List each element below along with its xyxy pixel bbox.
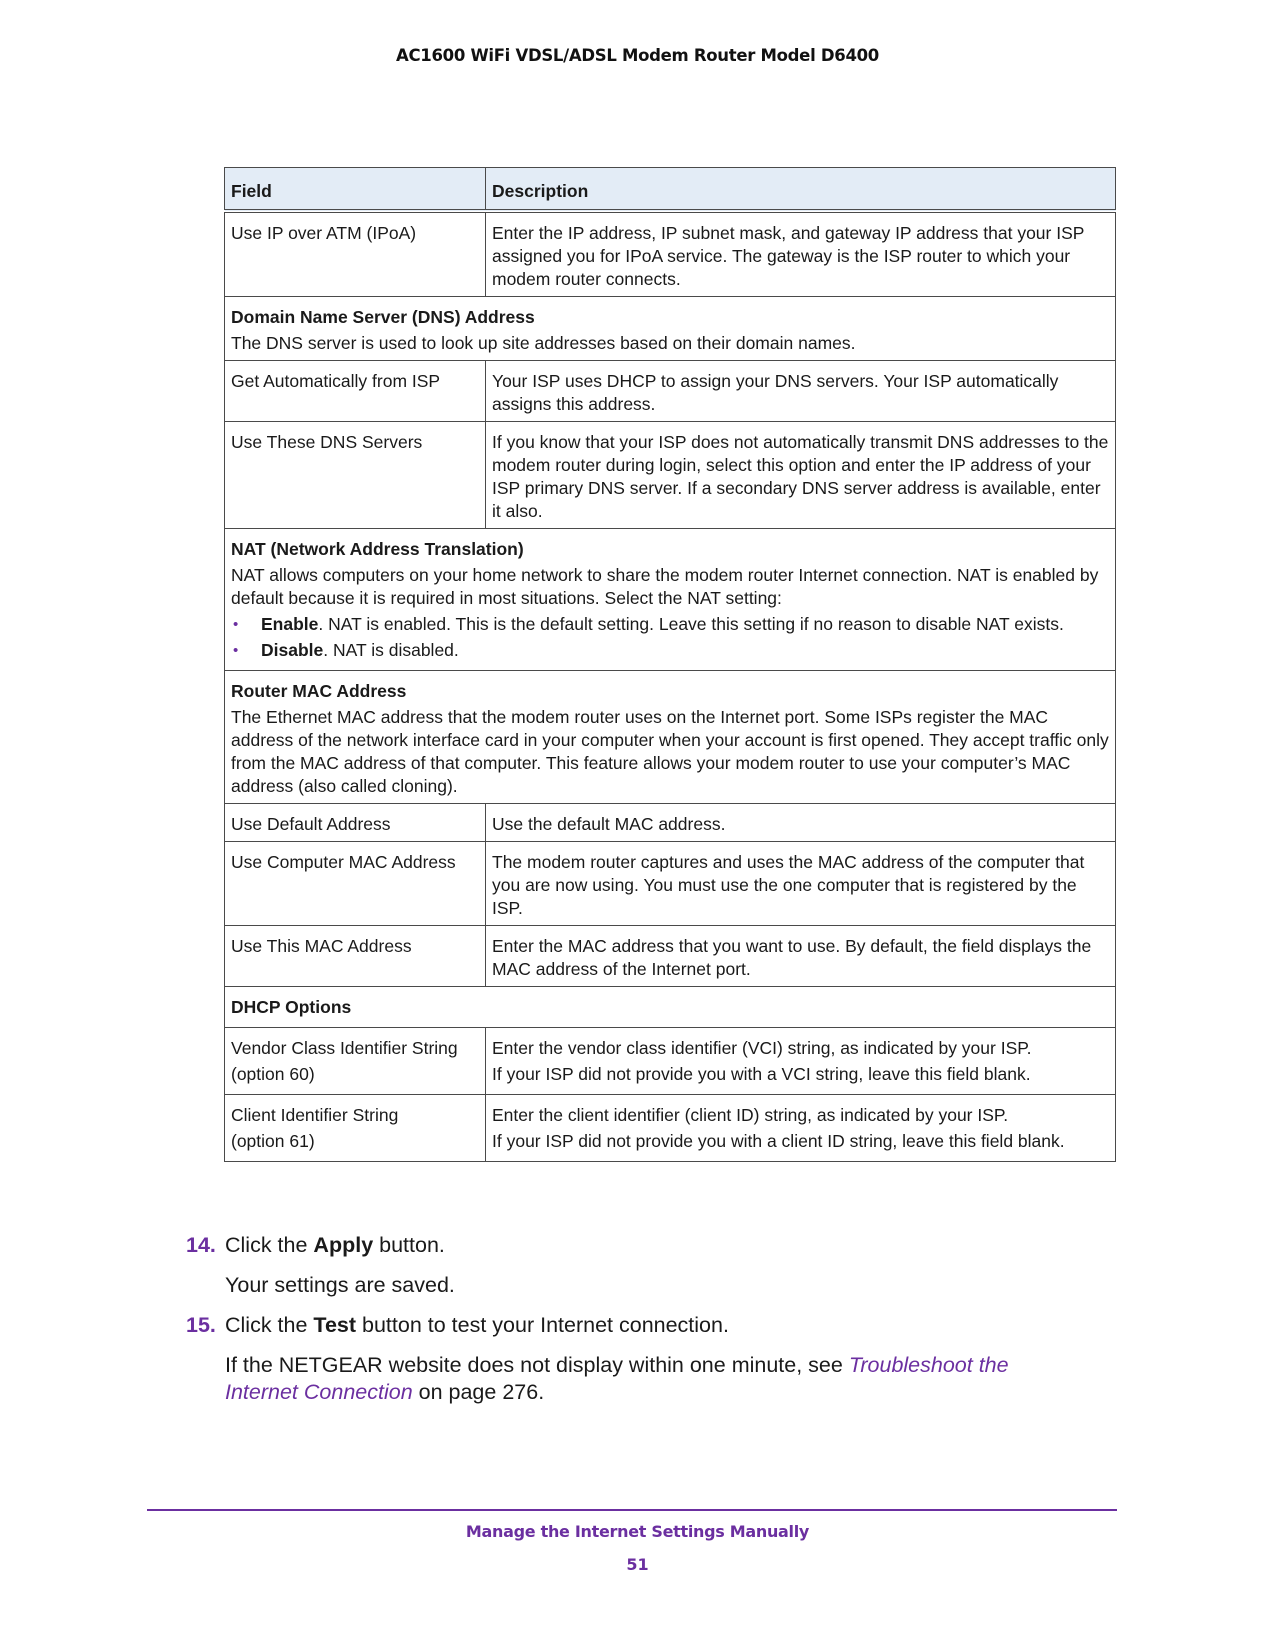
field-cell: Use Default Address	[225, 804, 486, 842]
footer-chapter-title: Manage the Internet Settings Manually	[465, 1522, 810, 1541]
table-row	[225, 361, 1116, 422]
text: on page 276.	[412, 1380, 545, 1404]
steps-list	[186, 1232, 1086, 1419]
bullet-text: . NAT is disabled.	[323, 640, 459, 660]
text: Click the	[225, 1313, 314, 1337]
field-cell	[225, 1028, 486, 1095]
field-cell: Use Computer MAC Address	[225, 842, 486, 926]
description-cell	[486, 1028, 1116, 1095]
section-row-dhcp	[225, 987, 1116, 1028]
section-title: DHCP Options	[231, 997, 352, 1017]
description-cell: Use the default MAC address.	[486, 804, 1116, 842]
text: button to test your Internet connection.	[356, 1313, 729, 1337]
step-text	[225, 1312, 729, 1339]
troubleshoot-link[interactable]: Troubleshoot the Internet Connection	[225, 1353, 1009, 1404]
description-line: Enter the vendor class identifier (VCI) string, as indicated by your ISP.	[492, 1038, 1032, 1058]
table-row	[225, 422, 1116, 529]
field-cell: Use IP over ATM (IPoA)	[225, 211, 486, 297]
description-cell: If you know that your ISP does not automatically transmit DNS addresses to the modem router during login, select this option and enter the IP address of your ISP primary DNS server. If a secondary DNS server address is available, enter it also.	[486, 422, 1116, 529]
description-cell	[486, 1095, 1116, 1162]
description-line: If your ISP did not provide you with a VCI string, leave this field blank.	[492, 1064, 1031, 1084]
section-text: NAT allows computers on your home network to share the modem router Internet connection. NAT is enabled by default because it is required in most situations. Select the NAT setting:	[231, 565, 1099, 608]
field-line: (option 61)	[231, 1131, 315, 1151]
ui-term: Apply	[313, 1233, 374, 1257]
section-row-mac	[225, 671, 1116, 804]
description-cell: Your ISP uses DHCP to assign your DNS servers. Your ISP automatically assigns this address.	[486, 361, 1116, 422]
step-result: Your settings are saved.	[225, 1273, 455, 1297]
term: Disable	[261, 640, 324, 660]
table-row	[225, 842, 1116, 926]
field-cell	[225, 1095, 486, 1162]
description-line: Enter the client identifier (client ID) string, as indicated by your ISP.	[492, 1105, 1009, 1125]
section-title: Domain Name Server (DNS) Address	[231, 307, 535, 327]
section-text: The Ethernet MAC address that the modem router uses on the Internet port. Some ISPs register the MAC address of the network interface card in your computer when your account is first opened. They accept traffic only from the MAC address of that computer. This feature allows your modem router to use your computer’s MAC address (also called cloning).	[231, 707, 1109, 796]
description-cell: Enter the IP address, IP subnet mask, and gateway IP address that your ISP assigned you for IPoA service. The gateway is the ISP router to which your modem router connects.	[486, 211, 1116, 297]
settings-table	[224, 167, 1116, 1162]
footer-divider	[147, 1509, 1117, 1511]
text: Click the	[225, 1233, 314, 1257]
table-header-row	[225, 168, 1116, 212]
bullet-list	[231, 613, 1109, 662]
table-row	[225, 926, 1116, 987]
field-cell: Use These DNS Servers	[225, 422, 486, 529]
section-row-nat	[225, 529, 1116, 671]
bullet-text: . NAT is enabled. This is the default setting. Leave this setting if no reason to disable NAT exists.	[318, 614, 1064, 634]
section-row-dns	[225, 297, 1116, 361]
step-text	[225, 1232, 445, 1259]
field-cell: Use This MAC Address	[225, 926, 486, 987]
term: Enable	[261, 614, 319, 634]
bullet-icon: •	[233, 616, 239, 633]
ui-term: Test	[313, 1313, 357, 1337]
section-title: NAT (Network Address Translation)	[231, 539, 524, 559]
column-header-description: Description	[486, 168, 1116, 212]
page-number: 51	[626, 1555, 649, 1574]
field-cell: Get Automatically from ISP	[225, 361, 486, 422]
table-row	[225, 211, 1116, 297]
description-cell: Enter the MAC address that you want to use. By default, the field displays the MAC address of the Internet port.	[486, 926, 1116, 987]
section-title: Router MAC Address	[231, 681, 407, 701]
step-note	[225, 1352, 1086, 1406]
column-header-field: Field	[225, 168, 486, 212]
list-item	[231, 613, 1109, 636]
table-row	[225, 1095, 1116, 1162]
description-line: If your ISP did not provide you with a client ID string, leave this field blank.	[492, 1131, 1065, 1151]
step-14	[186, 1232, 1086, 1259]
bullet-icon: •	[233, 642, 239, 659]
step-number: 14.	[186, 1233, 216, 1257]
text: If the NETGEAR website does not display within one minute, see	[225, 1353, 849, 1377]
field-line: (option 60)	[231, 1064, 315, 1084]
running-header: AC1600 WiFi VDSL/ADSL Modem Router Model D6400	[396, 46, 879, 65]
table-row	[225, 1028, 1116, 1095]
list-item	[231, 639, 1109, 662]
step-number: 15.	[186, 1313, 216, 1337]
step-15	[186, 1312, 1086, 1339]
field-line: Vendor Class Identifier String	[231, 1038, 458, 1058]
section-text: The DNS server is used to look up site addresses based on their domain names.	[231, 333, 856, 353]
field-line: Client Identifier String	[231, 1105, 399, 1125]
table-row	[225, 804, 1116, 842]
text: button.	[373, 1233, 445, 1257]
description-cell: The modem router captures and uses the MAC address of the computer that you are now using. You must use the one computer that is registered by the ISP.	[486, 842, 1116, 926]
